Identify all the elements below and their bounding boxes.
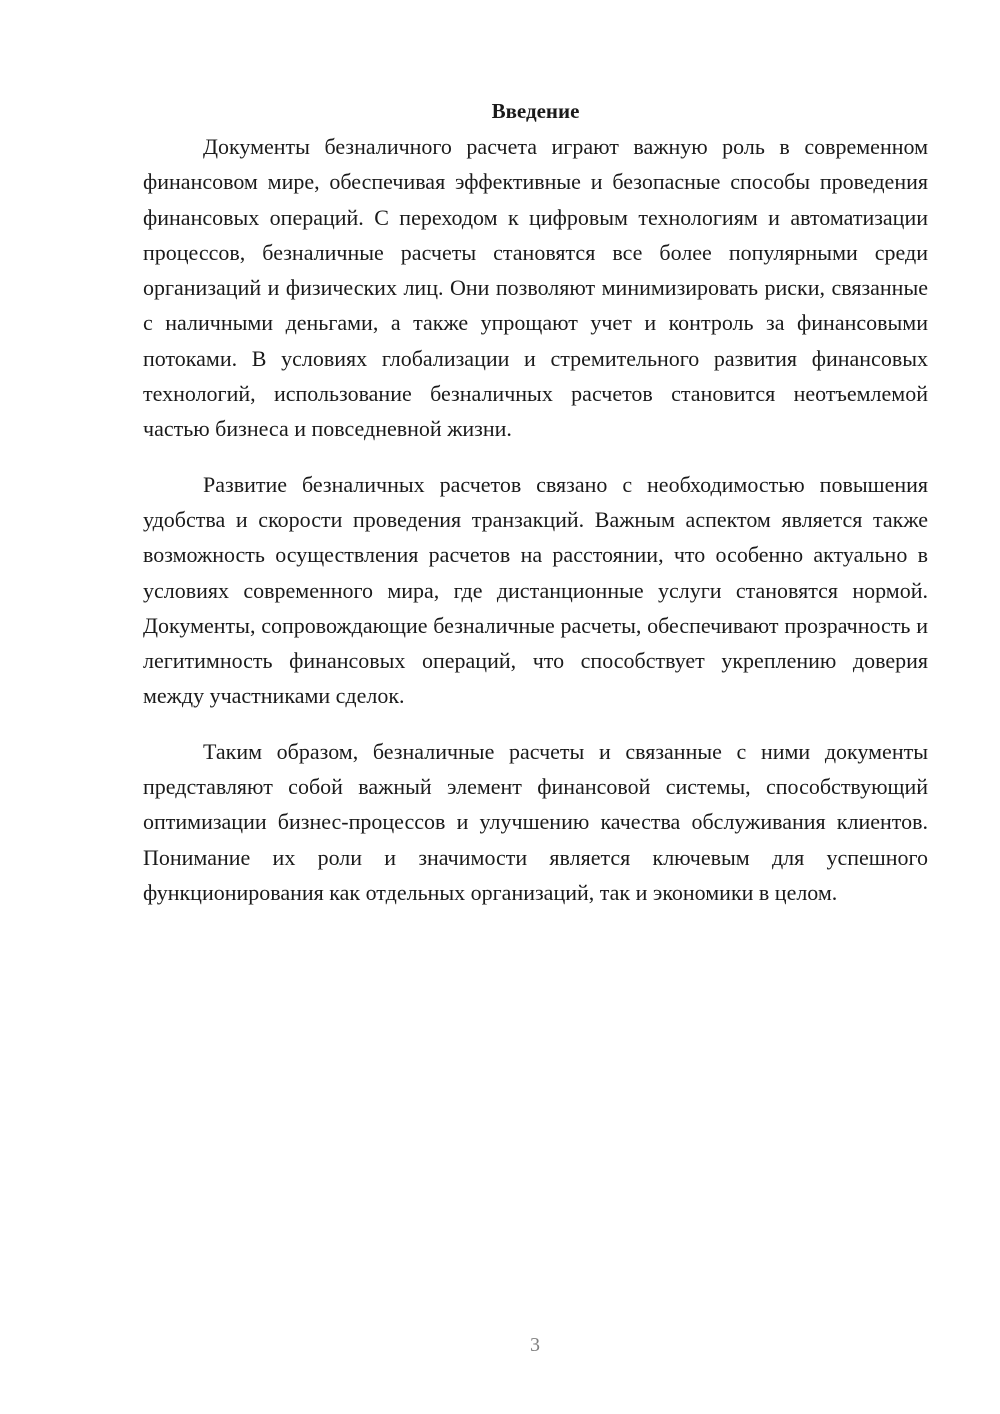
page-number: 3 (530, 1334, 540, 1356)
paragraph-3: Таким образом, безналичные расчеты и связанные с ними документы представляют собой важный элемент финансовой системы, способствующий оптимизации бизнес-процессов и улучшению качества обслуживания клиентов. Понимание их роли и значимости является ключевым для успешного функционирования как отдельных организаций, так и экономики в целом. (143, 738, 928, 905)
page-content (143, 96, 928, 930)
paragraph-1: Документы безналичного расчета играют важную роль в современном финансовом мире, обеспечивая эффективные и безопасные способы проведения финансовых операций. С переходом к цифровым технологиям и автоматизации процессов, безналичные расчеты становятся все более популярными среди организаций и физических лиц. Они позволяют минимизировать риски, связанные с наличными деньгами, а также упрощают учет и контроль за финансовыми потоками. В условиях глобализации и стремительного развития финансовых технологий, использование безналичных расчетов становится неотъемлемой частью бизнеса и повседневной жизни. (143, 134, 928, 442)
section-heading: Введение (491, 99, 580, 123)
paragraph-2: Развитие безналичных расчетов связано с необходимостью повышения удобства и скорости проведения транзакций. Важным аспектом является также возможность осуществления расчетов на расстоянии, что особенно актуально в условиях современного мира, где дистанционные услуги становятся нормой. Документы, сопровождающие безналичные расчеты, обеспечивают прозрачность и легитимность финансовых операций, что способствует укреплению доверия между участниками сделок. (143, 471, 928, 709)
